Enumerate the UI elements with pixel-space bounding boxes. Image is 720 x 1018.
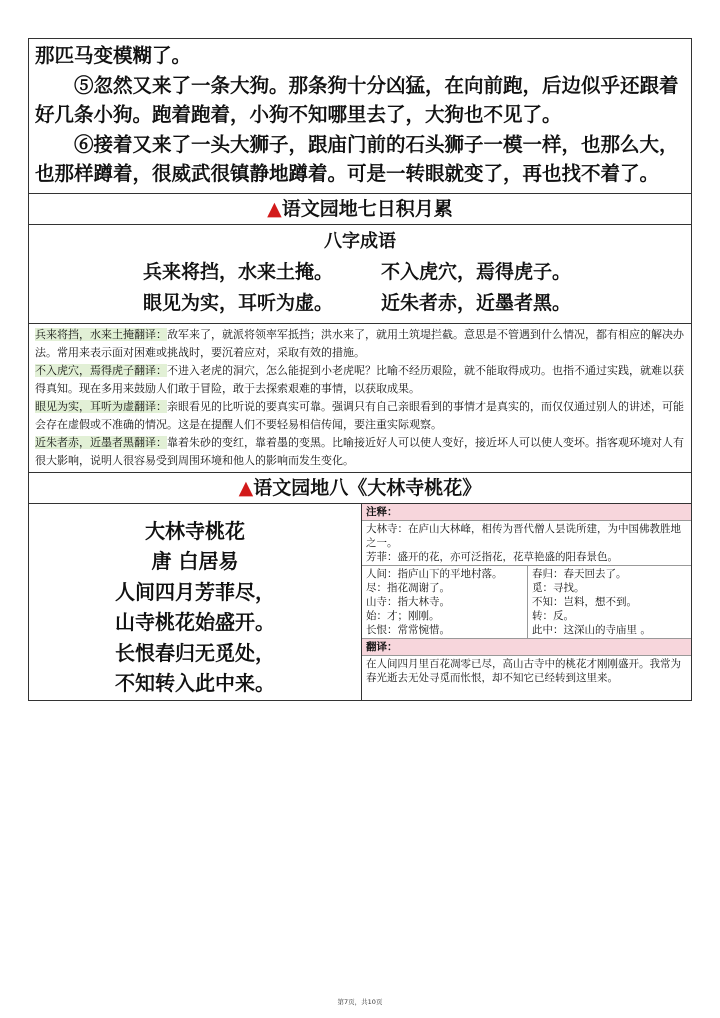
annotation: 山寺：指大林寺。: [366, 595, 450, 608]
poem-line: 山寺桃花始盛开。: [115, 610, 275, 634]
note-head: 眼见为实，耳听为虚翻译：: [35, 399, 167, 413]
note-head: 不入虎穴，焉得虎子翻译：: [35, 363, 167, 377]
poem: [29, 504, 362, 700]
annotation: 转：反。: [532, 609, 574, 622]
annotation: 觅：寻找。: [532, 581, 585, 594]
annotation: 大林寺：在庐山大林峰，相传为晋代僧人昙诜所建，为中国佛教胜地之一。: [366, 522, 681, 549]
worksheet-table: [28, 38, 692, 701]
note-body: 不进入老虎的洞穴，怎么能捉到小老虎呢？比喻不经历艰险，就不能取得成功。也指不通过实践，就难以获得真知。现在多用来鼓励人们敢于冒险，敢于去探索艰难的事情，以获取成果。: [35, 363, 684, 395]
story-paragraph: ⑤忽然又来了一条大狗。那条狗十分凶猛，在向前跑，后边似乎还跟着好几条小狗。跑着跑着，小狗不知哪里去了，大狗也不见了。: [35, 73, 679, 126]
poem-title: 大林寺桃花: [145, 518, 245, 543]
poem-notes: [362, 504, 691, 700]
idiom: 兵来将挡，水来土掩。: [143, 260, 334, 283]
idiom-note: [35, 362, 685, 398]
poem-line: 长恨春归无觅处，: [115, 640, 275, 665]
idiom-block: [29, 225, 691, 324]
idiom-note: [35, 326, 685, 362]
section-title-8: [29, 473, 691, 504]
idiom-note: [35, 398, 685, 434]
annotation-columns: [362, 566, 691, 639]
annotation: 芳菲：盛开的花，亦可泛指花，花草艳盛的阳春景色。: [366, 550, 618, 563]
annotation-block: [362, 521, 691, 566]
idiom-subtitle: 八字成语: [324, 230, 396, 252]
idiom: 眼见为实，耳听为虚。: [143, 291, 334, 314]
annotation: 人间：指庐山下的平地村落。: [366, 567, 503, 580]
section-title-text: 语文园地八《大林寺桃花》: [253, 476, 482, 499]
annotation: 不知：岂料，想不到。: [532, 595, 637, 608]
annotation: 长恨：常常惋惜。: [366, 623, 450, 636]
annotation-label: 注释：: [362, 504, 691, 521]
idiom-line: [29, 288, 691, 319]
idiom: 不入虎穴，焉得虎子。: [381, 260, 572, 283]
story-paragraph: ⑥接着又来了一头大狮子，跟庙门前的石头狮子一模一样，也那么大，也那样蹲着，很威武很镇静地蹲着。可是一转眼就变了，再也找不着了。: [35, 132, 679, 185]
annotation-column-left: [362, 566, 528, 638]
section-title-7: [29, 194, 691, 225]
triangle-icon: ▲: [238, 476, 254, 499]
note-body: 敌军来了，就派将领率军抵挡；洪水来了，就用土筑堤拦截。意思是不管遇到什么情况，都有相应的解决办法。常用来表示面对困难或挑战时，要沉着应对，采取有效的措施。: [35, 327, 684, 359]
translation: 在人间四月里百花凋零已尽，高山古寺中的桃花才刚刚盛开。我常为春光逝去无处寻觅而怅恨，却不知它已经转到这里来。: [366, 657, 681, 684]
note-body: 亲眼看见的比听说的要真实可靠。强调只有自己亲眼看到的事情才是真实的，而仅仅通过别人的讲述，可能会存在虚假或不准确的情况。这是在提醒人们不要轻易相信传闻，要注重实际观察。: [35, 399, 684, 431]
idiom-notes: [29, 324, 691, 473]
story-paragraph: 那匹马变模糊了。: [35, 44, 192, 67]
poem-line: 人间四月芳菲尽，: [115, 579, 275, 604]
annotation: 始：才；刚刚。: [366, 609, 440, 622]
poem-line: 不知转入此中来。: [115, 671, 275, 695]
annotation-column-right: [528, 566, 691, 638]
note-head: 兵来将挡，水来土掩翻译：: [35, 327, 167, 341]
triangle-icon: ▲: [267, 197, 282, 220]
poem-author: 唐 白居易: [151, 549, 239, 573]
note-head: 近朱者赤，近墨者黑翻译：: [35, 435, 167, 449]
idiom-note: [35, 434, 685, 470]
page-number: 第7页，共10页: [337, 998, 383, 1006]
section-title-text: 语文园地七日积月累: [281, 197, 453, 220]
annotation: 此中：这深山的寺庙里 。: [532, 623, 651, 636]
annotation: 尽：指花凋谢了。: [366, 581, 450, 594]
translation-block: [362, 656, 691, 686]
annotation: 春归：春天回去了。: [532, 567, 627, 580]
idiom-line: [29, 257, 691, 288]
story-passage: [29, 39, 691, 194]
note-body: 靠着朱砂的变红，靠着墨的变黑。比喻接近好人可以使人变好，接近坏人可以使人变坏。指客观环境对人有很大影响，说明人很容易受到周围环境和他人的影响而发生变化。: [35, 435, 684, 467]
translation-label: 翻译：: [362, 639, 691, 656]
idiom: 近朱者赤，近墨者黑。: [381, 291, 572, 314]
poem-section: [29, 504, 691, 700]
